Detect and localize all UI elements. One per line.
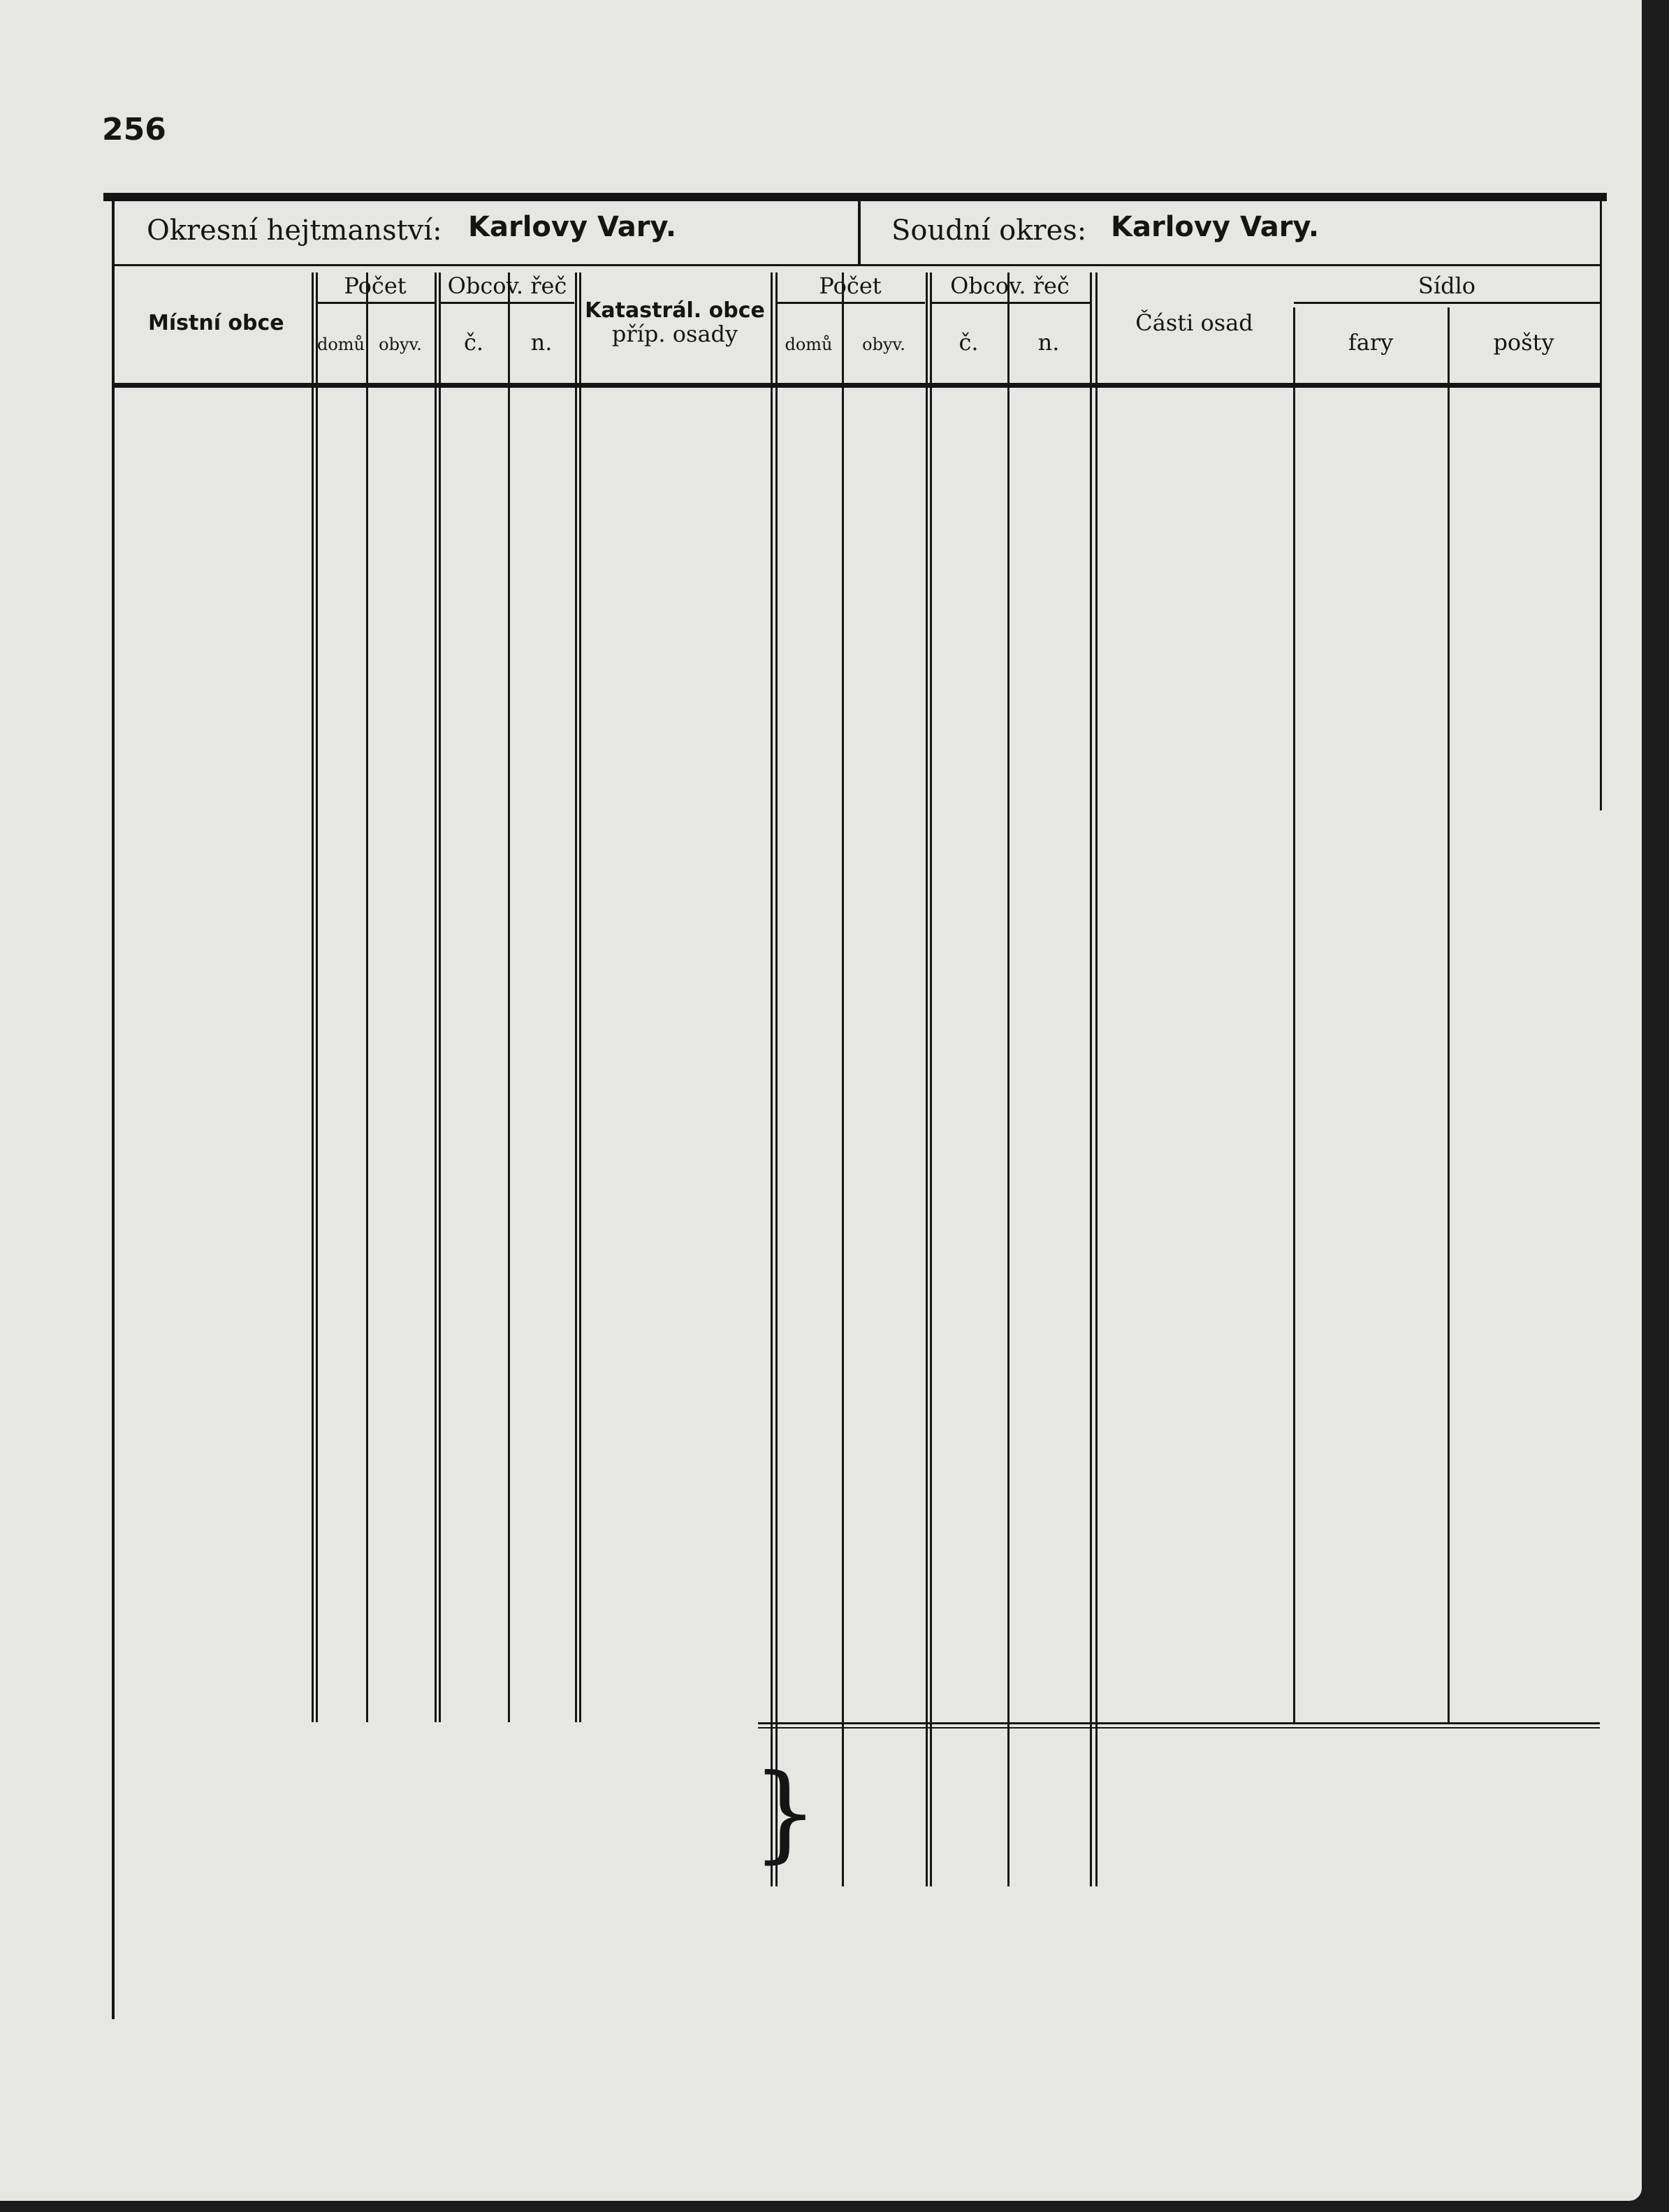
district-name bbox=[468, 213, 676, 241]
top-rule bbox=[103, 193, 1607, 201]
col-houses-2: domů bbox=[785, 335, 833, 354]
col-seat: Sídlo bbox=[1417, 272, 1476, 299]
column-rule bbox=[312, 272, 314, 1722]
total-top-rule bbox=[758, 1722, 1600, 1724]
column-rule bbox=[1007, 272, 1010, 1886]
col-count-2: Počet bbox=[819, 272, 882, 299]
column-rule bbox=[926, 272, 928, 1886]
page-number: 256 bbox=[102, 112, 166, 147]
col-post: pošty bbox=[1493, 329, 1554, 356]
column-rule bbox=[435, 272, 437, 1722]
header-divider bbox=[858, 201, 861, 264]
col-czech: č. bbox=[463, 329, 484, 356]
column-rule bbox=[579, 272, 581, 1722]
col-parts: Části osad bbox=[1135, 310, 1253, 336]
column-rule bbox=[775, 272, 778, 1886]
row-rule bbox=[439, 302, 574, 304]
col-parish: fary bbox=[1348, 329, 1394, 356]
column-rule bbox=[771, 272, 773, 1886]
statistics-table bbox=[112, 201, 1607, 2018]
header-bottom-rule bbox=[112, 383, 1600, 388]
district-name-bold: Karlovy Vary. bbox=[468, 211, 677, 243]
col-german-2: n. bbox=[1037, 329, 1060, 356]
col-language: Obcov. řeč bbox=[447, 272, 567, 299]
col-cadastral-1: Katastrál. obce bbox=[585, 298, 765, 323]
total-top-rule-2 bbox=[758, 1727, 1600, 1729]
column-rule bbox=[1293, 307, 1295, 1722]
column-rule bbox=[508, 272, 510, 1722]
row-rule bbox=[930, 302, 1090, 304]
court-name bbox=[1111, 213, 1319, 241]
column-rule bbox=[1090, 272, 1092, 1886]
col-inhabitants-2: obyv. bbox=[862, 335, 905, 354]
col-inhabitants: obyv. bbox=[379, 335, 422, 354]
column-rule bbox=[1095, 272, 1098, 1886]
col-german: n. bbox=[530, 329, 553, 356]
district-label: Okresní hejtmanství: bbox=[147, 214, 442, 247]
court-label: Soudní okres: bbox=[891, 214, 1087, 247]
column-rule bbox=[366, 272, 368, 1722]
total-brace: } bbox=[752, 1752, 819, 1874]
column-rule bbox=[439, 272, 441, 1722]
row-rule bbox=[316, 302, 435, 304]
column-rule bbox=[575, 272, 577, 1722]
col-czech-2: č. bbox=[959, 329, 979, 356]
column-rule bbox=[1448, 307, 1450, 1722]
header-rule bbox=[112, 264, 1600, 266]
col-cadastral-2: příp. osady bbox=[611, 321, 738, 347]
table-right-border bbox=[1600, 201, 1602, 810]
col-municipality: Místní obce bbox=[148, 311, 284, 335]
col-count: Počet bbox=[344, 272, 407, 299]
column-rule bbox=[316, 272, 318, 1722]
column-rule bbox=[842, 272, 844, 1886]
court-name-bold: Karlovy Vary. bbox=[1111, 211, 1320, 243]
col-houses: domů bbox=[316, 335, 365, 354]
column-rule bbox=[930, 272, 932, 1886]
row-rule bbox=[1294, 302, 1600, 304]
table-left-border bbox=[112, 201, 115, 2019]
row-rule bbox=[775, 302, 925, 304]
col-language-2: Obcov. řeč bbox=[950, 272, 1070, 299]
